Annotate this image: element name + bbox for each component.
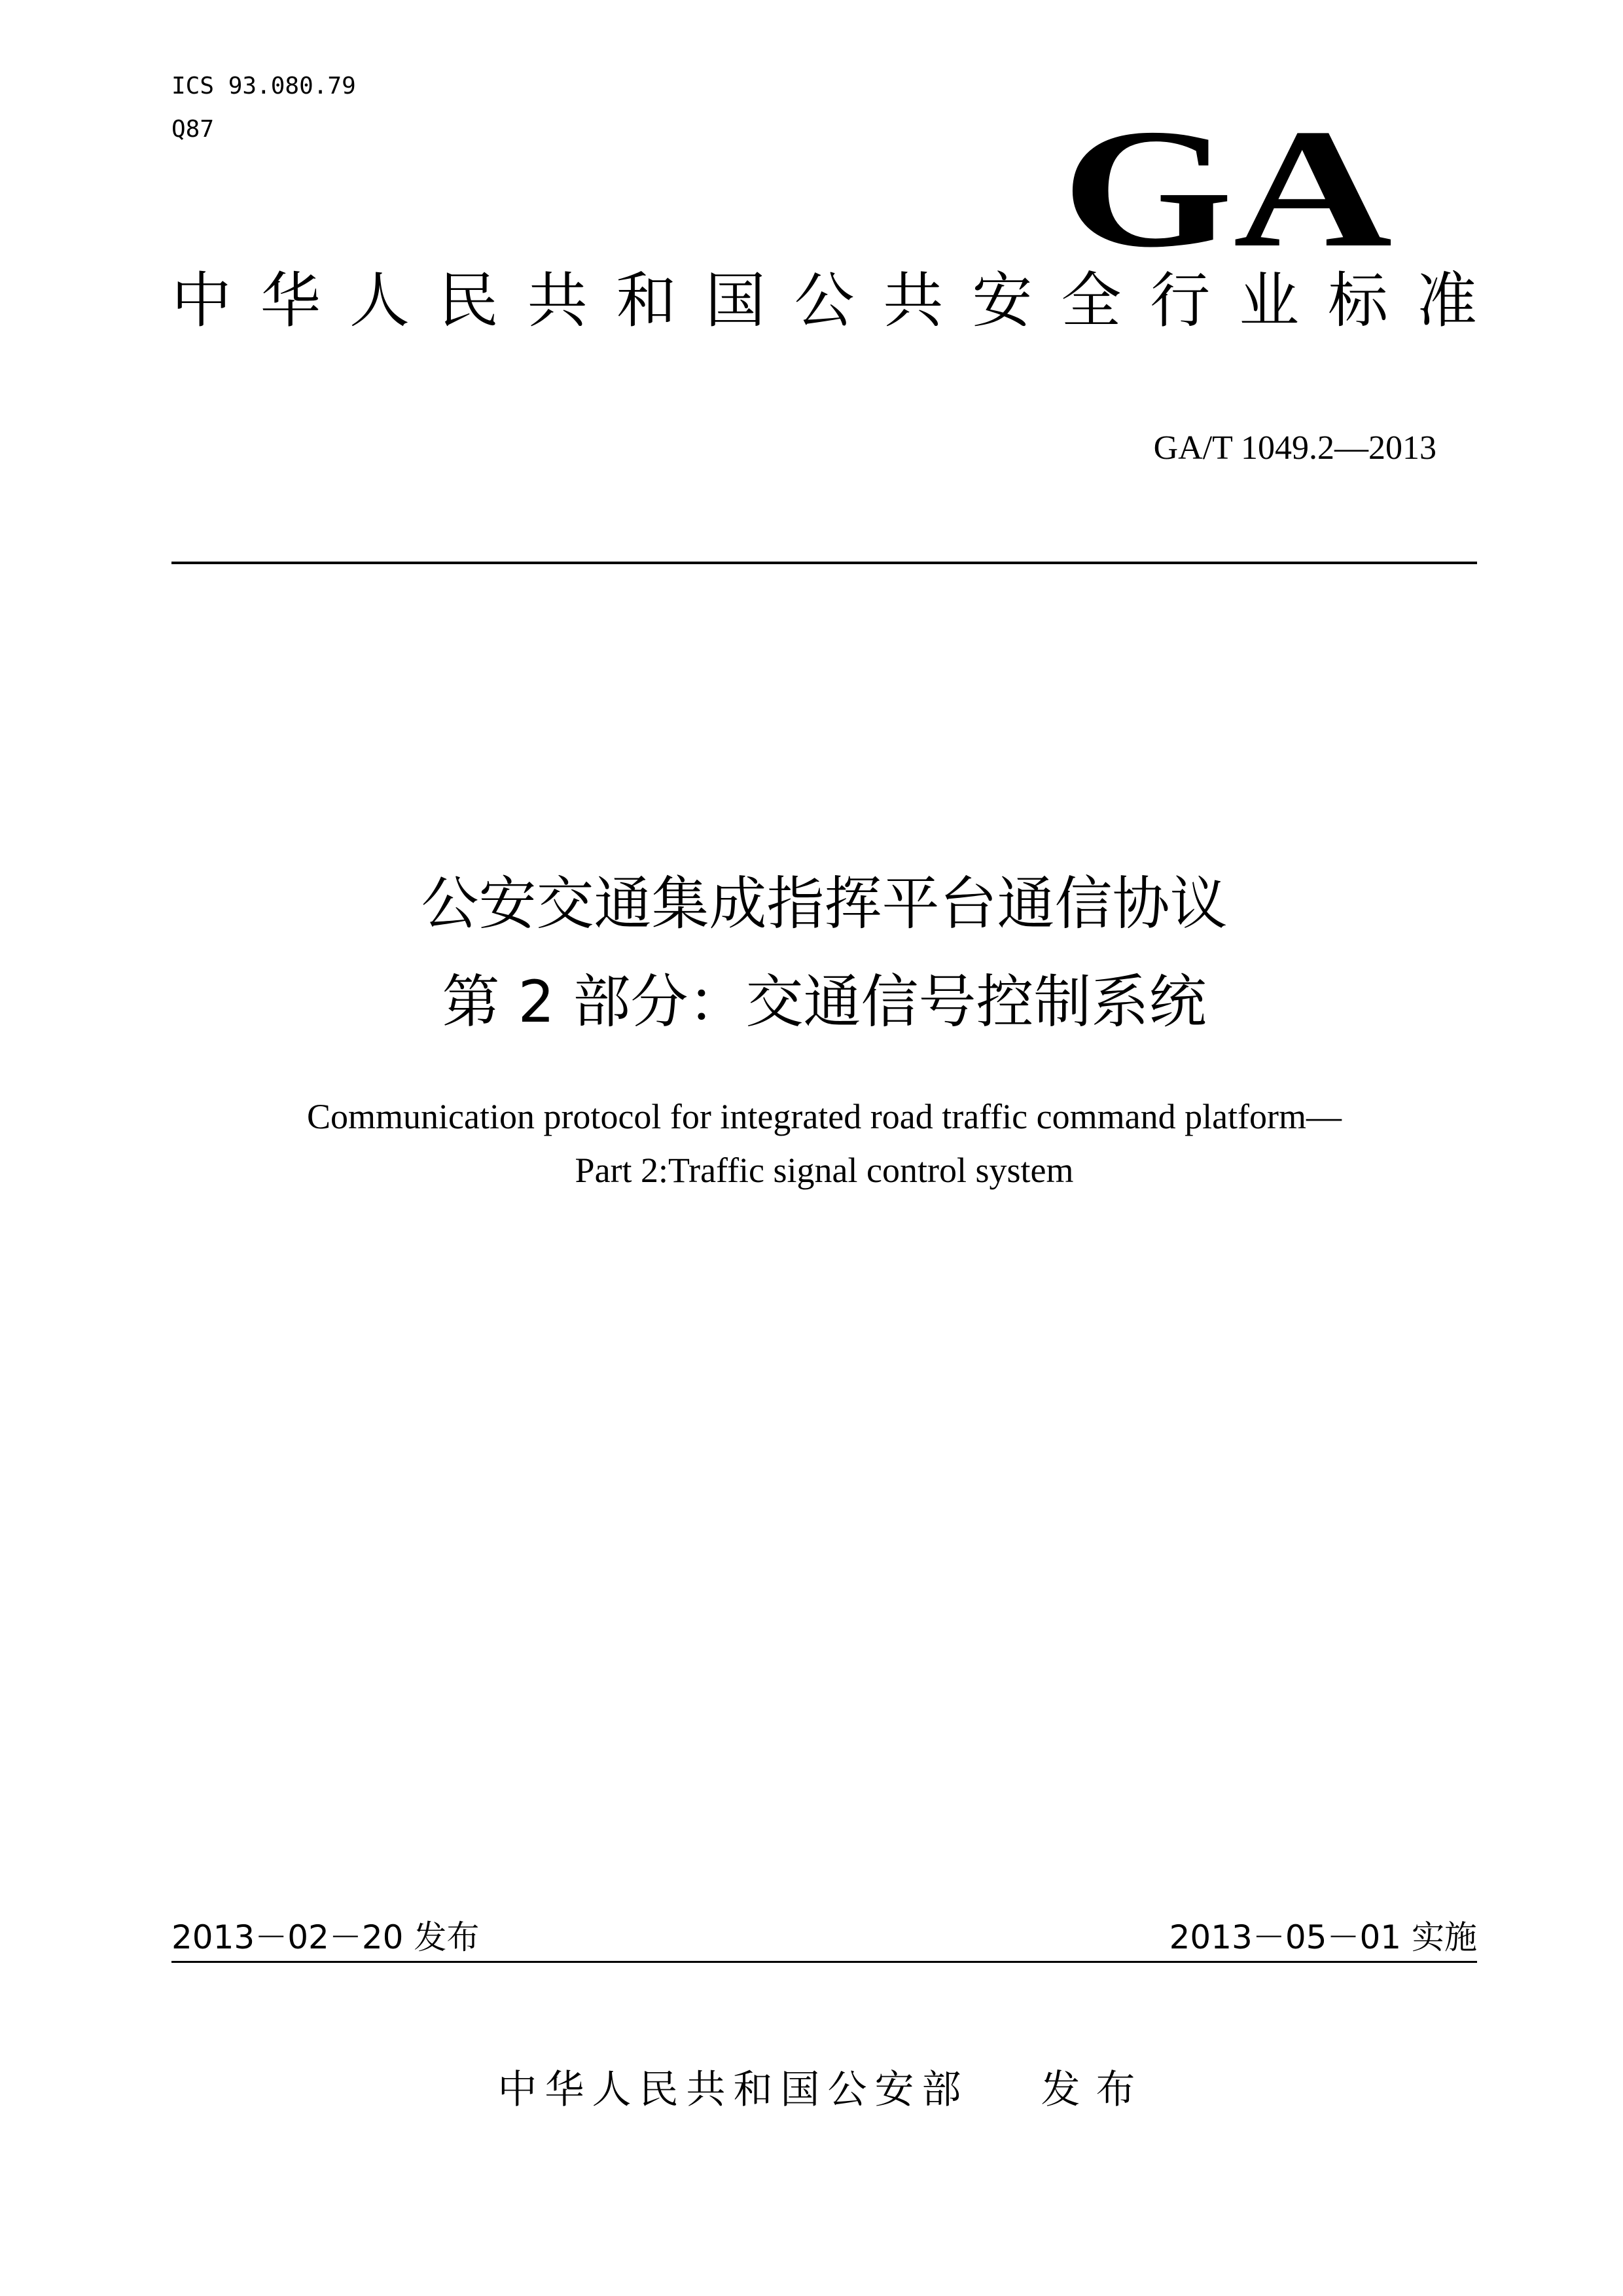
dates-divider: [171, 1961, 1477, 1963]
ccs-code: Q87: [171, 116, 215, 143]
title-cn-line-2: 第 2 部分：交通信号控制系统: [442, 968, 1207, 1035]
title-cn-line-1: 公安交通集成指挥平台通信协议: [421, 870, 1228, 937]
ga-logo-text: GA: [1061, 115, 1393, 259]
header-divider: [171, 562, 1477, 564]
document-title-chinese: [171, 855, 1477, 1051]
publication-date: 2013－02－20 发布: [171, 1918, 480, 1956]
implementation-date: 2013－05－01 实施: [1169, 1918, 1477, 1956]
standard-category-title: 中华人民共和国公共安全行业标准: [171, 266, 1477, 336]
document-title-english: [171, 1090, 1477, 1197]
publisher-line: [171, 2062, 1477, 2118]
publisher-action: 发布: [1041, 2067, 1151, 2113]
title-en-line-1: Communication protocol for integrated road traffic command platform—: [306, 1097, 1342, 1136]
ics-code: ICS 93.080.79: [171, 73, 356, 99]
publisher-organization: 中华人民共和国公安部: [497, 2067, 969, 2113]
standard-number: GA/T 1049.2—2013: [1153, 429, 1436, 467]
title-en-line-2: Part 2:Traffic signal control system: [575, 1151, 1074, 1190]
ga-logo: [1057, 115, 1397, 259]
